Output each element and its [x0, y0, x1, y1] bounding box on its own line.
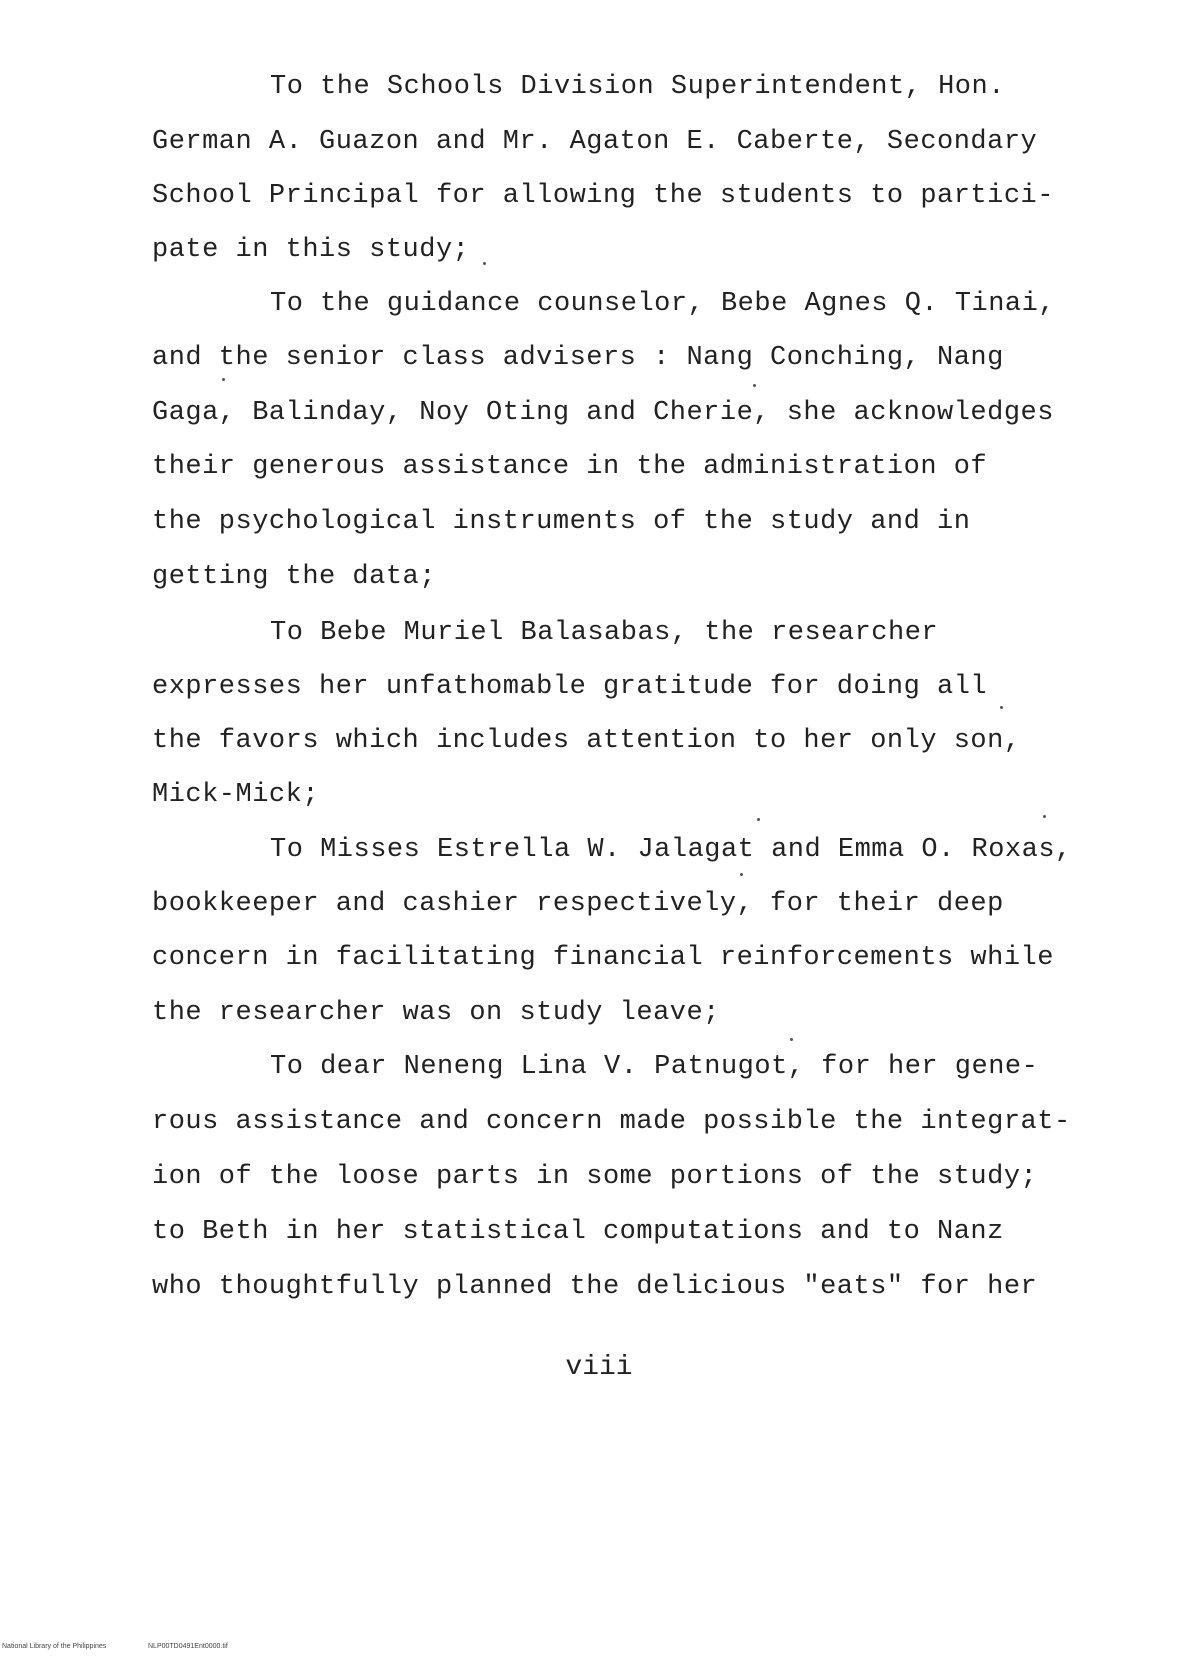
text-line: expresses her unfathomable gratitude for doing all [152, 672, 988, 702]
text-line: and the senior class advisers : Nang Conching, Nang [152, 343, 1004, 373]
text-line: the favors which includes attention to her only son, [152, 726, 1021, 756]
text-line: To the guidance counselor, Bebe Agnes Q. Tinai, [270, 289, 1056, 319]
text-line: their generous assistance in the administration of [152, 452, 988, 482]
text-line: concern in facilitating financial reinforcements while [152, 943, 1054, 973]
page-number: viii [565, 1352, 633, 1383]
scan-speck [740, 873, 743, 876]
text-line: ion of the loose parts in some portions of the study; [152, 1162, 1038, 1192]
text-line: To the Schools Division Superintendent, Hon. [270, 72, 1005, 102]
scan-speck [757, 818, 760, 821]
text-line: Gaga, Balinday, Noy Oting and Cherie, she acknowledges [152, 398, 1054, 428]
text-line: who thoughtfully planned the delicious "eats" for her [152, 1272, 1038, 1302]
text-line: Mick-Mick; [152, 780, 320, 810]
text-line: getting the data; [152, 562, 436, 592]
footer-library-label: National Library of the Philippines [2, 1643, 107, 1650]
text-line: rous assistance and concern made possible the integrat- [152, 1107, 1071, 1137]
text-line: pate in this study; [152, 235, 470, 265]
scan-speck [222, 378, 225, 381]
footer-file-id: NLP00TD0491Ent0000.tif [148, 1643, 228, 1650]
scan-speck [1000, 706, 1003, 709]
text-line: the researcher was on study leave; [152, 998, 720, 1028]
scan-speck [790, 1038, 793, 1041]
text-line: To dear Neneng Lina V. Patnugot, for her gene- [270, 1052, 1039, 1082]
scan-speck [1043, 815, 1046, 818]
text-line: To Bebe Muriel Balasabas, the researcher [270, 618, 939, 648]
text-line: To Misses Estrella W. Jalagat and Emma O. Roxas, [270, 835, 1072, 865]
scan-speck [483, 262, 486, 265]
text-line: German A. Guazon and Mr. Agaton E. Caberte, Secondary [152, 127, 1038, 157]
text-line: School Principal for allowing the students to partici- [152, 181, 1054, 211]
text-line: bookkeeper and cashier respectively, for their deep [152, 889, 1004, 919]
text-line: to Beth in her statistical computations and to Nanz [152, 1217, 1004, 1247]
scan-speck [753, 384, 756, 387]
text-line: the psychological instruments of the study and in [152, 507, 971, 537]
